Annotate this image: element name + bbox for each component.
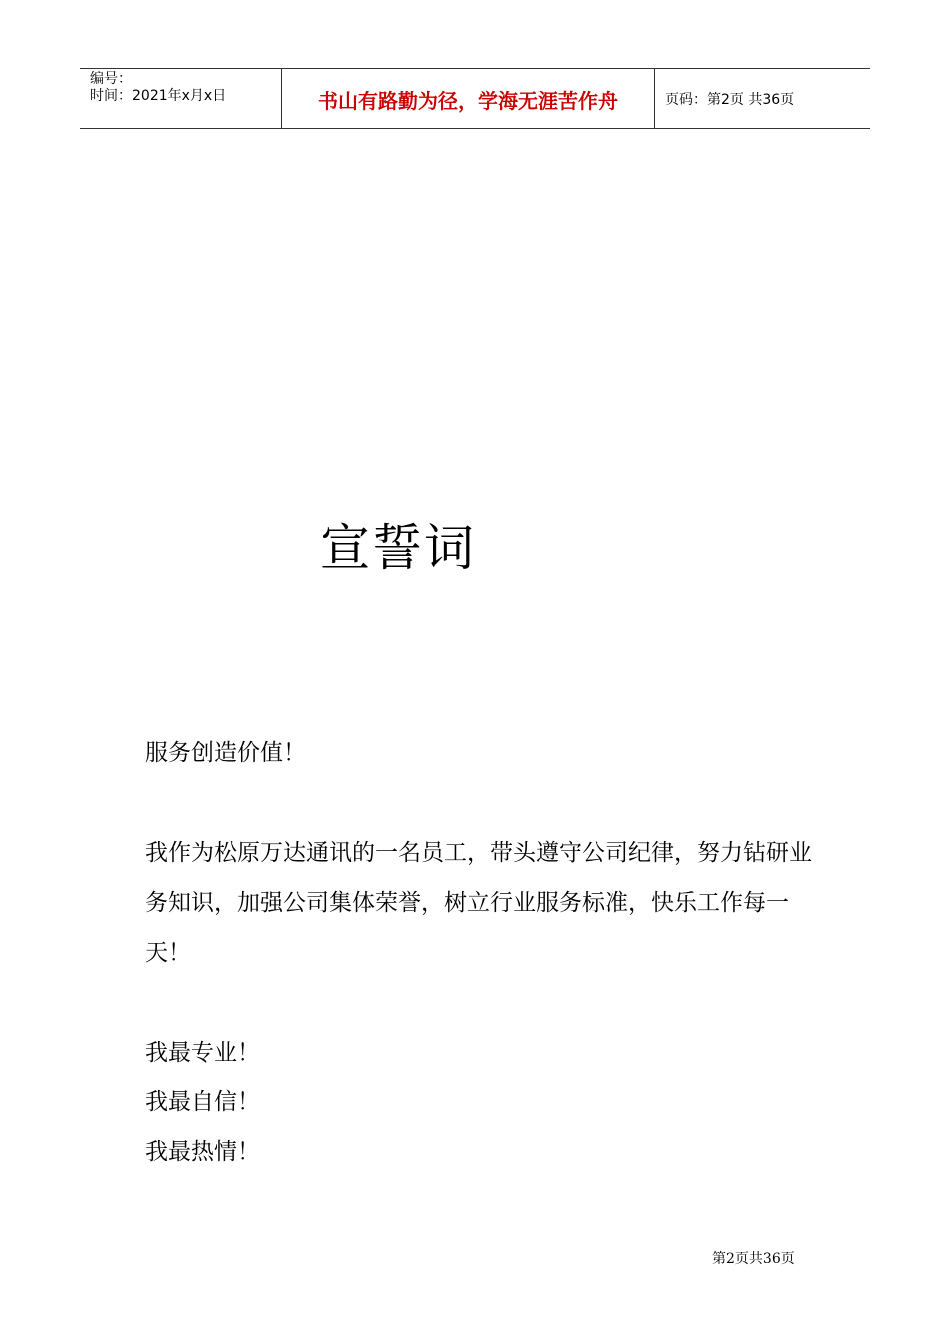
pledge-line: 我最自信！	[145, 1089, 260, 1115]
header-motto: 书山有路勤为径，学海无涯苦作舟	[318, 88, 618, 113]
header-divider-right	[654, 69, 655, 128]
pledge-line: 我最专业！	[145, 1040, 260, 1066]
header-meta	[90, 71, 226, 105]
slogan-paragraph: 服务创造价值！	[145, 740, 306, 766]
pledge-line: 我最热情！	[145, 1139, 260, 1165]
document-title: 宣誓词	[320, 519, 476, 577]
document-time-label: 时间：2021年x月x日	[90, 88, 227, 104]
header-page-number: 页码：第2页 共36页	[665, 92, 795, 108]
document-number-label: 编号：	[90, 71, 132, 87]
pledge-paragraph: 我作为松原万达通讯的一名员工，带头遵守公司纪律，努力钻研业务知识，加强公司集体荣誉，树立行业服务标准，快乐工作每一天！	[145, 840, 812, 966]
footer-page-number: 第2页共36页	[712, 1251, 795, 1267]
page-header	[80, 68, 870, 129]
